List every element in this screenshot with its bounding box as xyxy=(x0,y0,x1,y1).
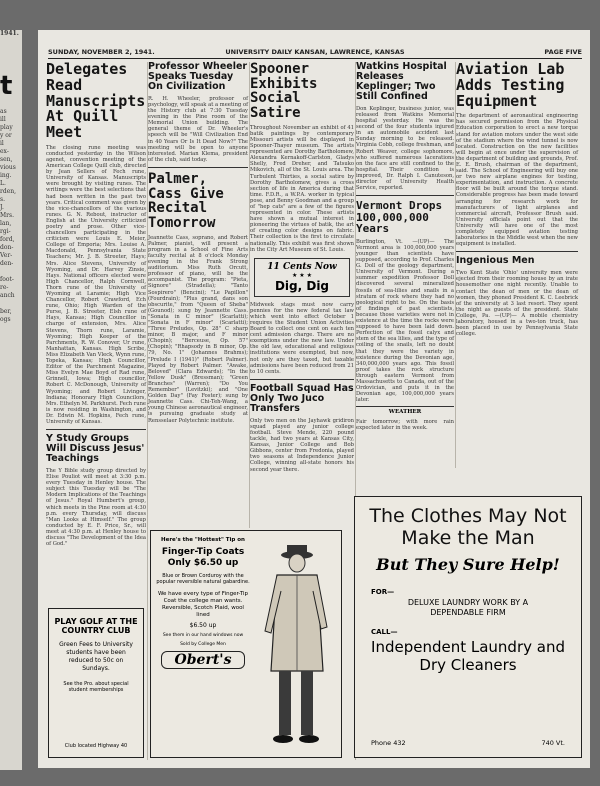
football-article: Only two men on the Jayhawk gridiron squad played any junior college football. Steve Mende, 220 pound tackle, had two years at Kansas City, Kansas, Junior College and Bob Gibbons, center from Fredonia, played two seasons at Independence Junior College, winning all-state honors his second year there. xyxy=(250,417,354,473)
weather-heading: WEATHER xyxy=(356,406,454,415)
previous-page-fragment: ber, xyxy=(0,308,12,315)
previous-page-fragment: y or xyxy=(0,132,12,139)
column-3 xyxy=(250,62,354,528)
laundry-service: DELUXE LAUNDRY WORK BY A DEPENDABLE FIRM xyxy=(407,598,529,617)
tax-box-line2: Dig, Dig xyxy=(274,278,330,293)
newspaper-page xyxy=(38,30,590,768)
oberts-ad-text xyxy=(155,537,251,669)
laundry-phone: Phone 432 xyxy=(371,739,406,747)
tax-box xyxy=(254,258,350,297)
oberts-ad-price: $6.50 up xyxy=(189,622,217,629)
oberts-ad-top: Here's the "Hottest" Tip on xyxy=(161,537,245,543)
tax-box-line1: 11 Cents Now xyxy=(267,261,337,272)
previous-page-fragment: re- xyxy=(0,284,9,291)
aviation-headline: Aviation Lab Adds Testing Equipment xyxy=(456,60,565,110)
oberts-logo: Obert's xyxy=(161,651,245,669)
laundry-for: FOR— xyxy=(371,588,395,596)
spooner-article: Throughout November an exhibit of 41 batik paintings by contemporary Missouri artists will be displayed in Spooner-Thayer museum. The artists represented are Dorothy Bartholomew, Alexandra Kernakoff-Carlston, Gladys Shelly, Fred Dreher, and Tatsuko Mikovich, all of the St. Louis area. The Turbulent Thirties, a social satire by Dorothy Bartholomew, gives a cross section of life in America during that time. F.D.R., a W.P.A. worker in typical pose, and Benny Goodman and a group of "hep cats" are a few of the figures represented in color. These artists have shown a mutual interest in pioneering the virtues of batik, the art of creating color designs on fabric. Their collection is the first to circulate nationally. This exhibit was first shown in the City Art Museum of St. Louis. xyxy=(250,124,354,253)
column-2 xyxy=(148,62,248,528)
oberts-ad-body: We have every type of Finger-Tip Coat the college man wants. Reversible, Scotch Plaid, wool lined xyxy=(157,591,249,618)
divider xyxy=(46,429,146,430)
previous-page-fragment: ill xyxy=(0,116,6,123)
previous-page-fragment: il xyxy=(0,140,4,147)
previous-page-corner: 1941. xyxy=(0,30,19,37)
vermont-headline: Vermont Drops 100,000,000 Years xyxy=(356,199,443,236)
previous-page-fragment: Ver- xyxy=(0,252,13,259)
masthead-date: SUNDAY, NOVEMBER 2, 1941. xyxy=(48,48,155,56)
previous-page-fragment: rgi- xyxy=(0,228,11,235)
previous-page-fragment: J. xyxy=(0,204,4,211)
laundry-sub: But They Sure Help! xyxy=(376,555,560,574)
country-club-body: Green Fees to University students have been reduced to 50c on Sundays. xyxy=(59,641,133,672)
hospital-article: Don Keplinger, business junior, was released from Watkins Memorial hospital yesterday. He was the second of the four students injured in an automobile accident last Sunday morning to be released. Virginia Cobb, college freshman, and Robert Weaver, college sophomore, who suffered numerous lacerations on the face are still confined to the hospital. Their condition is improved, Dr. Ralph I. Canuteson, director of University Health Service, reported. xyxy=(356,105,454,192)
previous-page-fragment: s. xyxy=(0,196,5,203)
y-study-article: The Y Bible study group directed by Elise Pouliot will meet at 3:30 p.m. every Tuesday in Henley house. The subject this Tuesday will be "The Modern Implications of the Teachings of Jesus." Royal Humbert's group, which meets in the Pine room at 4:30 p.m. every Thursday, will discuss "Man Looks at Himself." The group conducted by E. F. Price, Sr., will meet at 4:30 p.m. at Henley house to discuss "The Development of the Idea of God." xyxy=(46,467,146,548)
quill-meet-headline: Delegates Read Manuscripts At Quill Meet xyxy=(46,60,146,141)
masthead-page-number: PAGE FIVE xyxy=(544,48,582,56)
laundry-name: Independent Laundry and Dry Cleaners xyxy=(371,638,565,674)
oberts-ad-sub: Blue or Brown Corduroy with the popular reversible natural gabardine. xyxy=(156,573,250,585)
tax-article: Midweek stags must now carry pennies for the new federal tax law which went into effect October 1 requires the Student Union Activities Board to collect one cent on each ten cent admission charge. There are no exemptions under the new law. Under the old law, educational and religious institutions were exempted, but now, not only are they taxed, but taxable admissions have been reduced from 21 to 10 cents. xyxy=(250,301,354,375)
previous-page-headline-fragment: t xyxy=(0,71,13,101)
previous-page-fragment: sen, xyxy=(0,156,13,163)
recital-headline: Palmer, Cass Give Recital Tomorrow xyxy=(148,170,224,231)
divider xyxy=(250,379,354,380)
previous-page-strip xyxy=(0,30,22,770)
wheeler-headline: Professor Wheeler Speaks Tuesday On Civilization xyxy=(148,61,248,92)
recital-article: Jeannette Cass, soprano, and Robert Palmer, pianist, will present a program in a School of Fine Arts faculty recital at 8 o'clock Monday evening in the Frank Strong auditorium. Miss Ruth Orcutt, professor of piano, will be the accompanist. The program: "Pieta, Signore" (Stradella); "Tanto Sospirero" (Bencini); "Le Papillon" (Fourdrain); "Plus grand, dans son obscurite," from "Queen of Sheba" (Gounod); sung by Jeannette Cass. "Sonata in C minor" (Scarlatti); "Sonata in F minor" (Scarlatti); "Three Preludes, Op. 28" C sharp minor, B major, and F minor (Chopin); "Berceuse, Op. 57" (Chopin); "Rhapsody in B minor, Op. 79, No. 1" (Johannes Brahms); "Prelude I (1941)" (Robert Palmer). Played by Robert Palmer. "Awake, Beloved" (Clara Edwards); "In the Yellow Dusk" (Bressman); "Green Branches" (Warren); "Do You Remember" (Levitzki); and "One Golden Day" (Fay Foster); sung by Jeannette Cass. Chi-Teh-Wang, a young Chinese aeronautical engineer, is pursuing graduate study at Rensselaer Polytechnic institute. xyxy=(148,234,248,424)
hospital-headline: Watkins Hospital Releases Keplinger; Two Still Confined xyxy=(356,61,447,102)
oberts-ad-title: Finger-Tip Coats Only $6.50 up xyxy=(161,547,245,568)
country-club-title: PLAY GOLF AT THE COUNTRY CLUB xyxy=(54,617,138,635)
previous-page-fragment xyxy=(0,268,22,276)
column-4 xyxy=(356,62,454,482)
ingenious-article: Two Kent State 'Ohio' university men were ejected from their rooming house by an irate housemother one night recently. Unable to contact the dean of men or the dean of women, they phoned President K. C. Leebrick of the university at 3 last resort. They spent the night as guests of the president. State College, Pa. —(UP)— A mobile chemistry laboratory, housed in a two-ton truck, has been placed in use by Pennsylvania State college. xyxy=(456,270,578,338)
vermont-article: Burlington, Vt. —(UP)— The Vermont area is 100,000,000 years younger than scientists have supposed, according to Prof. Charles G. Doll of the geology department, University of Vermont. During a summer expedition Professor Doll discovered several mineralized fossils of sea-lilies and snails in a stratum of rock where they had no geological right to be. On the basis of findings of past scientists, because those varieties were not in existence at the time the rocks were supposed to have been laid down. Perfection of the fossil calyx and stem of the sea lilies, and the type of coiling of the snails, left no doubt that they were the variety in existence during the Devonian age, 340,000,000 years ago. This fossil proof takes the rock structure through eastern Vermont from Massachusetts to Canada, out of the Ordovician, and puts it in the Devonian age, 100,000,000 years later. xyxy=(356,238,454,404)
country-club-pro: See the Pro. about special student memberships xyxy=(63,681,129,693)
previous-page-fragment: ford, xyxy=(0,236,15,243)
tax-box-stars: ★ ★ ★ xyxy=(292,271,312,279)
previous-page-fragment: Mrs. xyxy=(0,212,14,219)
previous-page-fragment: ex- xyxy=(0,148,9,155)
previous-page-fragment: L. xyxy=(0,180,6,187)
country-club-ad xyxy=(48,608,144,758)
masthead xyxy=(48,46,582,59)
divider xyxy=(356,195,454,196)
previous-page-fragment: ing. xyxy=(0,172,12,179)
laundry-call: CALL— xyxy=(371,628,398,636)
oberts-ad-window: See them in our hand windows now xyxy=(162,633,244,638)
previous-page-fragment: foot- xyxy=(0,276,14,283)
column-5 xyxy=(456,62,578,462)
previous-page-fragment: anch xyxy=(0,292,15,299)
previous-page-fragment xyxy=(0,300,22,308)
spooner-headline: Spooner Exhibits Social Satire xyxy=(250,61,318,122)
previous-page-fragment: rden, xyxy=(0,188,17,195)
football-headline: Football Squad Has Only Two Juco Transfers xyxy=(250,382,354,414)
previous-page-fragment: ogs xyxy=(0,316,11,323)
wheeler-article: R. H. Wheeler, professor of psychology, will speak at a meeting of the History club at 7:30 Tuesday evening in the Pine room of the Memorial Union building. The general theme of Dr. Wheeler's speech will be "Will Civilization End in 40 Years Or Is It Dead Now?" The meeting will be open to anyone interested. Marian Klema, president of the club, said today. xyxy=(148,95,248,163)
divider xyxy=(456,251,578,252)
quill-meet-article: The closing rune meeting was conducted yesterday in the Wilson agenet, convention meeting of the American College Quill club, directed by Jean Sellers of Fech rune, University of Kansas. Manuscripts were brought by visiting runes. The writings were the best selections that had been written in the past two years. Critical comment was given by the vice-chancellors of the various runes. G. N. Rebout, instructor of English at the University criticized poetry and prose. Other vice-chancellors participating in the criticism were Louis E. Meier, College of Emporia; Mrs. Louise A. Macdonald, Pennsylvania State Teachers; Mr. J. B. Streeter, Hays; Mrs. Alice Stevens, University of Wyoming, and Dr. Harvey Zinsie, Hays. National officers elected were High Chancellor, Ralph Cornwell, Thorn rune of the University of Wyoming at Laramie; High Vice Chancellor, Robert Crawford, Ech rune, Ohio; High Warden of the Purse, J. B. Streeter, Elsh rune of Hays, Kansas; High Councillor in charge of extension, Mrs. Alice Stevens, Thorn rune, Laramie, Wyoming; High Keeper of the Parchments, R. W. Conover, Ur rune, Manhattan, Kansas. High Scribe, Miss Elizabeth Van Vleck, Wynn rune, Topeka, Kansas; High Councillor, Editor of the Parchment Magazine, Miss Evelyn Mae Boyd of Rad rune, Grinnell, Iowa; High councillor, Robert C. McDonough, University of Wyoming; and Robert Livinger, Indiana; Honorary High Councilors, Mrs. Ethelyn M. Parkhurst. Fech rune is now residing in Washington, and Dr. Edwin M. Hopkins, Fech rune, University of Kansas. xyxy=(46,144,146,425)
previous-page-fragment: lan, xyxy=(0,220,12,227)
laundry-ad xyxy=(354,496,582,758)
laundry-title: The Clothes May Not Make the Man xyxy=(369,505,567,549)
masthead-paper-name: UNIVERSITY DAILY KANSAN, LAWRENCE, KANSAS xyxy=(225,48,405,56)
laundry-address: 740 Vt. xyxy=(541,739,565,747)
previous-page-fragment: den- xyxy=(0,260,14,267)
country-club-footer: Club located Highway 40 xyxy=(64,743,128,749)
aviation-article: The department of aeronautical engineering has secured permission from the Physical Education corporation to erect a new torque stand for aviation motors under the west side of the stadium where the wind tunnel is now located. Construction on the new facilities will begin at once under the supervision of the department of building and grounds, Prof. E. E. Brush, chairman of the department, said. The School of Engineering will buy one or two new airplane engines for testing, experimentation, and instruction. A concrete floor will be built around the torque stand. Considerable progress has been made toward arranging for research work for manufacturers of light airplanes and commercial aircraft, Professor Brush said. University officials point out that the University will have one of the most completely equipped aviation testing laboratories in the Middle west when the new equipment is installed. xyxy=(456,113,578,248)
column-1 xyxy=(46,60,146,548)
oberts-ad-sold: Sold by College Men xyxy=(180,642,226,647)
previous-page-fragment: as xyxy=(0,108,7,115)
man-in-coat-illustration xyxy=(255,541,337,751)
ingenious-headline: Ingenious Men xyxy=(456,255,535,267)
oberts-coat-ad xyxy=(150,530,342,758)
previous-page-fragment: don- xyxy=(0,244,14,251)
previous-page-fragment: vious xyxy=(0,164,16,171)
divider xyxy=(148,167,248,168)
y-study-headline: Y Study Groups Will Discuss Jesus' Teachings xyxy=(46,433,145,464)
weather-text: Fair tomorrow; with more rain expected later in the week. xyxy=(356,419,454,432)
previous-page-fragment: play xyxy=(0,124,13,131)
previous-page-text-fragments xyxy=(0,108,22,324)
